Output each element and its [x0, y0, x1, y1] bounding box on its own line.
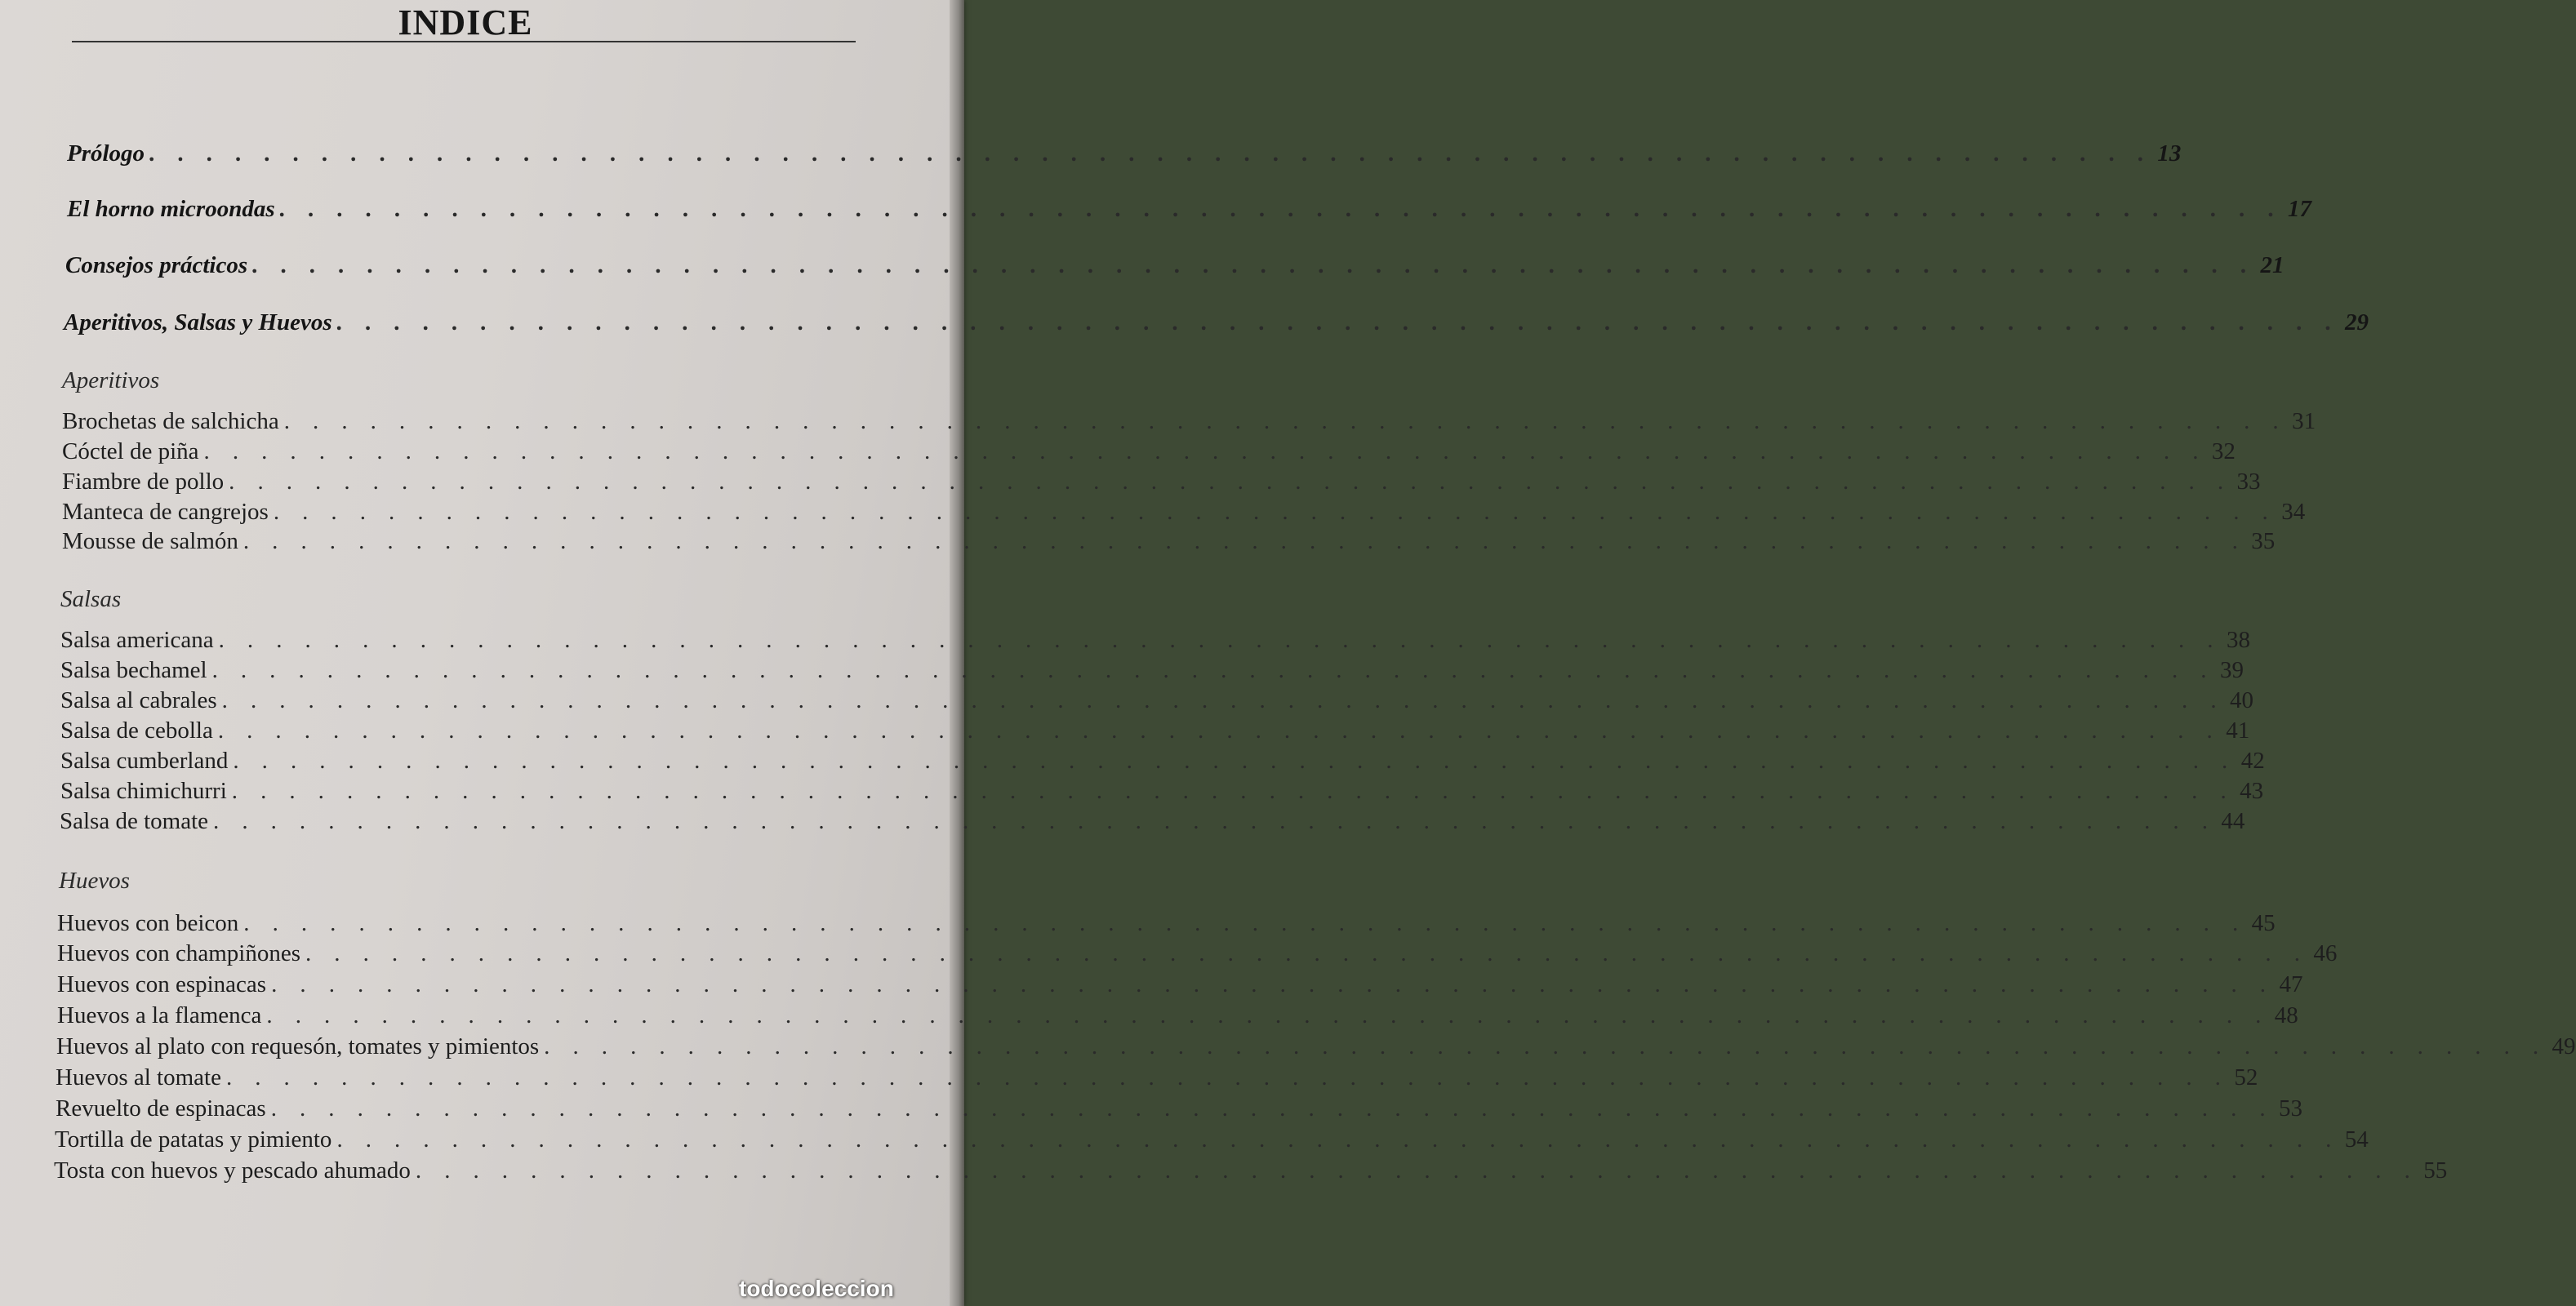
leader-dots: . . . . . . . . . . . . . . . . . . . . . . . . . . . . . . . . . . . . . . . . . . . . . . . . . . . . . . . . . . . . . . . . . . . . . . — [218, 627, 2222, 653]
toc-entry-page: 13 — [2157, 140, 2182, 167]
toc-entry-label: Huevos al tomate — [56, 1064, 221, 1091]
leader-dots: . . . . . . . . . . . . . . . . . . . . . . . . . . . . . . . . . . . . . . . . . . . . . . . . . . . . . . . . . . . . . . . . . . . . . . — [217, 717, 2222, 744]
toc-entry-label: Huevos al plato con requesón, tomates y pimientos — [56, 1033, 540, 1059]
toc-entry-page: 48 — [2274, 1002, 2298, 1028]
leader-dots: . . . . . . . . . . . . . . . . . . . . . . . . . . . . . . . . . . . . . . . . . . . . . . . . . . . . . . . . . . . . . . . . . . . . . . — [336, 1126, 2340, 1153]
toc-entry-prologo — [67, 140, 2182, 167]
toc-entry-aperitivos-salsas-huevos — [64, 309, 2369, 336]
toc-entry-page: 32 — [2211, 438, 2236, 464]
toc-entry-page: 46 — [2313, 940, 2338, 966]
toc-entry — [57, 940, 2338, 967]
toc-entry-label: Salsa chimichurri — [60, 778, 227, 804]
toc-entry-label: Brochetas de salchicha — [62, 408, 279, 434]
toc-entry-label: Consejos prácticos — [65, 252, 248, 278]
toc-entry-page: 21 — [2260, 252, 2285, 278]
toc-entry-label: Huevos a la flamenca — [57, 1002, 262, 1028]
toc-entry-page: 34 — [2281, 499, 2306, 525]
toc-entry — [57, 971, 2303, 998]
toc-entry — [60, 748, 2265, 775]
toc-entry-label: Salsa bechamel — [60, 657, 207, 683]
leader-dots: . . . . . . . . . . . . . . . . . . . . . . . . . . . . . . . . . . . . . . . . . . . . . . . . . . . . . . . . . . . . . . . . . . . . . . — [273, 499, 2277, 525]
toc-entry-label: El horno microondas — [67, 196, 275, 222]
leader-dots: . . . . . . . . . . . . . . . . . . . . . . . . . . . . . . . . . . . . . . . . . . . . . . . . . . . . . . . . . . . . . . . . . . . . . . — [233, 748, 2236, 774]
leader-dots: . . . . . . . . . . . . . . . . . . . . . . . . . . . . . . . . . . . . . . . . . . . . . . . . . . . . . . . . . . . . . . . . . . . . . . — [336, 309, 2341, 335]
toc-entry — [54, 1157, 2448, 1184]
toc-entry — [56, 1064, 2258, 1091]
leader-dots: . . . . . . . . . . . . . . . . . . . . . . . . . . . . . . . . . . . . . . . . . . . . . . . . . . . . . . . . . . . . . . . . . . . . . . — [149, 140, 2153, 167]
leader-dots: . . . . . . . . . . . . . . . . . . . . . . . . . . . . . . . . . . . . . . . . . . . . . . . . . . . . . . . . . . . . . . . . . . . . . . — [231, 778, 2236, 804]
toc-entry-label: Huevos con champiñones — [57, 940, 300, 966]
section-heading-huevos: Huevos — [59, 868, 130, 894]
toc-entry-page: 41 — [2226, 717, 2250, 744]
leader-dots: . . . . . . . . . . . . . . . . . . . . . . . . . . . . . . . . . . . . . . . . . . . . . . . . . . . . . . . . . . . . . . . . . . . . . . — [270, 1095, 2275, 1122]
leader-dots: . . . . . . . . . . . . . . . . . . . . . . . . . . . . . . . . . . . . . . . . . . . . . . . . . . . . . . . . . . . . . . . . . . . . . . — [279, 196, 2283, 222]
toc-entry-page: 47 — [2279, 971, 2303, 997]
toc-entry-label: Mousse de salmón — [62, 528, 238, 554]
toc-entry-consejos — [65, 252, 2285, 279]
leader-dots: . . . . . . . . . . . . . . . . . . . . . . . . . . . . . . . . . . . . . . . . . . . . . . . . . . . . . . . . . . . . . . . . . . . . . . — [213, 808, 2217, 834]
title-underline — [72, 41, 856, 42]
toc-entry-page: 54 — [2344, 1126, 2369, 1153]
toc-entry — [57, 1002, 2298, 1029]
leader-dots: . . . . . . . . . . . . . . . . . . . . . . . . . . . . . . . . . . . . . . . . . . . . . . . . . . . . . . . . . . . . . . . . . . . . . . — [415, 1157, 2419, 1184]
toc-entry-page: 45 — [2251, 910, 2276, 936]
toc-entry-page: 43 — [2240, 778, 2264, 804]
toc-entry — [62, 469, 2261, 495]
toc-entry-page: 49 — [2552, 1033, 2576, 1059]
toc-entry — [62, 438, 2236, 465]
toc-entry — [56, 1033, 2576, 1060]
toc-entry — [60, 687, 2253, 714]
toc-entry-label: Salsa de cebolla — [60, 717, 213, 744]
leader-dots: . . . . . . . . . . . . . . . . . . . . . . . . . . . . . . . . . . . . . . . . . . . . . . . . . . . . . . . . . . . . . . . . . . . . . . — [544, 1033, 2547, 1059]
toc-entry-label: Fiambre de pollo — [62, 469, 225, 495]
toc-entry — [56, 1095, 2303, 1122]
toc-entry-page: 35 — [2251, 528, 2276, 554]
toc-entry-label: Tosta con huevos y pescado ahumado — [54, 1157, 411, 1184]
toc-entry — [60, 808, 2245, 835]
toc-entry-page: 39 — [2219, 657, 2244, 683]
leader-dots: . . . . . . . . . . . . . . . . . . . . . . . . . . . . . . . . . . . . . . . . . . . . . . . . . . . . . . . . . . . . . . . . . . . . . . — [305, 940, 2309, 966]
leader-dots: . . . . . . . . . . . . . . . . . . . . . . . . . . . . . . . . . . . . . . . . . . . . . . . . . . . . . . . . . . . . . . . . . . . . . . — [242, 528, 2247, 554]
toc-entry-page: 53 — [2279, 1095, 2303, 1122]
toc-entry-page: 44 — [2221, 808, 2245, 834]
toc-entry-page: 33 — [2236, 469, 2261, 495]
toc-entry-horno — [67, 196, 2311, 223]
toc-entry — [60, 657, 2244, 684]
toc-entry-label: Tortilla de patatas y pimiento — [55, 1126, 332, 1153]
watermark: todocoleccion — [739, 1276, 894, 1301]
toc-entry — [62, 408, 2316, 435]
toc-entry — [60, 778, 2264, 805]
toc-entry-label: Huevos con beicon — [57, 910, 239, 936]
toc-entry-page: 29 — [2345, 309, 2369, 335]
leader-dots: . . . . . . . . . . . . . . . . . . . . . . . . . . . . . . . . . . . . . . . . . . . . . . . . . . . . . . . . . . . . . . . . . . . . . . — [271, 971, 2275, 997]
toc-entry-label: Huevos con espinacas — [57, 971, 267, 997]
toc-entry — [57, 910, 2276, 937]
toc-entry — [55, 1126, 2369, 1153]
toc-entry-label: Manteca de cangrejos — [62, 499, 269, 525]
leader-dots: . . . . . . . . . . . . . . . . . . . . . . . . . . . . . . . . . . . . . . . . . . . . . . . . . . . . . . . . . . . . . . . . . . . . . . — [225, 1064, 2230, 1091]
leader-dots: . . . . . . . . . . . . . . . . . . . . . . . . . . . . . . . . . . . . . . . . . . . . . . . . . . . . . . . . . . . . . . . . . . . . . . — [211, 657, 2215, 683]
toc-entry-label: Salsa de tomate — [60, 808, 209, 834]
toc-entry-label: Salsa cumberland — [60, 748, 229, 774]
section-heading-salsas: Salsas — [60, 586, 122, 612]
toc-entry-page: 31 — [2292, 408, 2316, 434]
toc-entry-page: 40 — [2230, 687, 2253, 713]
toc-entry-label: Revuelto de espinacas — [56, 1095, 266, 1122]
leader-dots: . . . . . . . . . . . . . . . . . . . . . . . . . . . . . . . . . . . . . . . . . . . . . . . . . . . . . . . . . . . . . . . . . . . . . . — [221, 687, 2225, 713]
toc-entry-page: 42 — [2240, 748, 2265, 774]
toc-entry-label: Cóctel de piña — [62, 438, 199, 464]
toc-entry-page: 55 — [2423, 1157, 2448, 1184]
toc-entry-label: Prólogo — [67, 140, 145, 167]
toc-entry-page: 17 — [2288, 196, 2311, 222]
leader-dots: . . . . . . . . . . . . . . . . . . . . . . . . . . . . . . . . . . . . . . . . . . . . . . . . . . . . . . . . . . . . . . . . . . . . . . — [252, 252, 2256, 278]
page-title: INDICE — [398, 2, 533, 42]
toc-entry — [62, 499, 2306, 526]
toc-entry-label: Aperitivos, Salsas y Huevos — [64, 309, 332, 335]
leader-dots: . . . . . . . . . . . . . . . . . . . . . . . . . . . . . . . . . . . . . . . . . . . . . . . . . . . . . . . . . . . . . . . . . . . . . . — [283, 408, 2288, 434]
section-heading-aperitivos: Aperitivos — [62, 367, 160, 393]
toc-entry — [60, 627, 2250, 654]
toc-entry-label: Salsa americana — [60, 627, 214, 653]
leader-dots: . . . . . . . . . . . . . . . . . . . . . . . . . . . . . . . . . . . . . . . . . . . . . . . . . . . . . . . . . . . . . . . . . . . . . . — [229, 469, 2232, 495]
leader-dots: . . . . . . . . . . . . . . . . . . . . . . . . . . . . . . . . . . . . . . . . . . . . . . . . . . . . . . . . . . . . . . . . . . . . . . — [203, 438, 2207, 464]
toc-entry — [60, 717, 2250, 744]
toc-entry — [62, 528, 2276, 555]
toc-entry-page: 52 — [2234, 1064, 2258, 1091]
leader-dots: . . . . . . . . . . . . . . . . . . . . . . . . . . . . . . . . . . . . . . . . . . . . . . . . . . . . . . . . . . . . . . . . . . . . . . — [243, 910, 2247, 936]
toc-entry-page: 38 — [2226, 627, 2250, 653]
leader-dots: . . . . . . . . . . . . . . . . . . . . . . . . . . . . . . . . . . . . . . . . . . . . . . . . . . . . . . . . . . . . . . . . . . . . . . — [266, 1002, 2270, 1028]
toc-entry-label: Salsa al cabrales — [60, 687, 217, 713]
